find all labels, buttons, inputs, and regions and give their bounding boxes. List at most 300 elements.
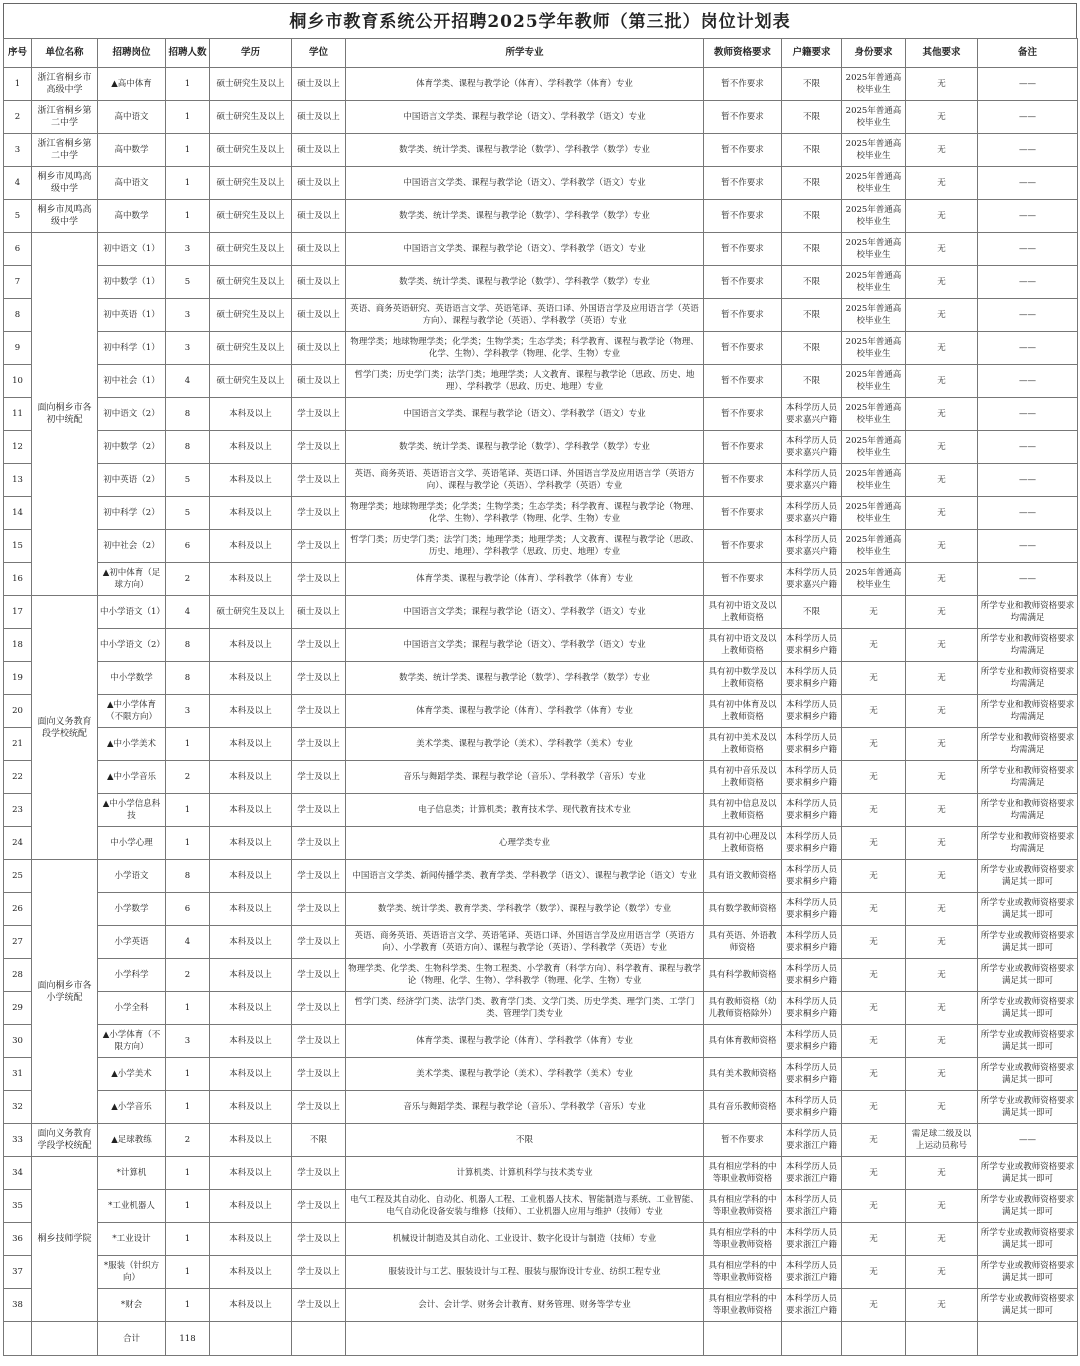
row-number: 6 [4,233,32,266]
hukou-requirement: 不限 [782,101,842,134]
major: 物理学类、化学类、生物科学类、生物工程类、小学教育（科学方向）、科学教育、课程与教学论（物理、化学、生物）、学科教学（物理、化学、生物）专业 [346,959,704,992]
post-name: ▲小学音乐 [98,1091,166,1124]
row-number: 4 [4,167,32,200]
other-requirement: 无 [906,1223,978,1256]
identity-requirement: 2025年普通高校毕业生 [842,167,906,200]
education: 本科及以上 [210,530,292,563]
post-name: *工业设计 [98,1223,166,1256]
row-number: 27 [4,926,32,959]
education: 硕士研究生及以上 [210,200,292,233]
hire-count: 1 [166,1091,210,1124]
degree: 学士及以上 [292,530,346,563]
remark: 所学专业和教师资格要求均需满足 [978,695,1078,728]
row-number: 32 [4,1091,32,1124]
identity-requirement: 无 [842,1256,906,1289]
post-name: 初中数学（1） [98,266,166,299]
identity-requirement: 2025年普通高校毕业生 [842,497,906,530]
remark: —— [978,464,1078,497]
education: 本科及以上 [210,926,292,959]
empty-cell [704,1322,782,1356]
degree: 学士及以上 [292,563,346,596]
hukou-requirement: 本科学历人员要求桐乡户籍 [782,992,842,1025]
table-row [4,365,1078,398]
degree: 学士及以上 [292,794,346,827]
education: 本科及以上 [210,431,292,464]
major: 物理学类；地球物理学类；化学类；生物学类；生态学类；科学教育、课程与教学论（物理、化学、生物）、学科教学（物理、化学、生物）专业 [346,332,704,365]
degree: 硕士及以上 [292,596,346,629]
table-row [4,398,1078,431]
degree: 学士及以上 [292,464,346,497]
remark: 所学专业或教师资格要求满足其一即可 [978,926,1078,959]
unit-name: 面向桐乡市各初中统配 [32,233,98,596]
identity-requirement: 无 [842,1289,906,1322]
major: 心理学类专业 [346,827,704,860]
other-requirement: 无 [906,200,978,233]
post-name: ▲中小学美术 [98,728,166,761]
table-row [4,464,1078,497]
other-requirement: 无 [906,233,978,266]
identity-requirement: 2025年普通高校毕业生 [842,299,906,332]
empty-cell [842,1322,906,1356]
degree: 硕士及以上 [292,266,346,299]
table-row [4,266,1078,299]
hukou-requirement: 本科学历人员要求浙江户籍 [782,1157,842,1190]
remark: 所学专业或教师资格要求满足其一即可 [978,1190,1078,1223]
hukou-requirement: 不限 [782,68,842,101]
identity-requirement: 无 [842,1058,906,1091]
remark: 所学专业或教师资格要求满足其一即可 [978,992,1078,1025]
hire-count: 1 [166,1058,210,1091]
hire-count: 1 [166,167,210,200]
unit-name: 浙江省桐乡第二中学 [32,101,98,134]
table-row [4,893,1078,926]
other-requirement: 无 [906,464,978,497]
education: 本科及以上 [210,398,292,431]
education: 本科及以上 [210,1157,292,1190]
row-number: 35 [4,1190,32,1223]
other-requirement: 无 [906,596,978,629]
identity-requirement: 无 [842,1025,906,1058]
row-number: 38 [4,1289,32,1322]
hire-count: 1 [166,1157,210,1190]
identity-requirement: 无 [842,926,906,959]
remark: —— [978,68,1078,101]
hukou-requirement: 本科学历人员要求桐乡户籍 [782,926,842,959]
education: 硕士研究生及以上 [210,167,292,200]
other-requirement: 无 [906,1025,978,1058]
post-name: 初中数学（2） [98,431,166,464]
hukou-requirement: 不限 [782,596,842,629]
degree: 学士及以上 [292,959,346,992]
post-name: ▲初中体育（足球方向） [98,563,166,596]
identity-requirement: 无 [842,860,906,893]
row-number: 26 [4,893,32,926]
hire-count: 4 [166,365,210,398]
post-name: ▲中小学体育（不限方向） [98,695,166,728]
other-requirement: 无 [906,1157,978,1190]
post-name: 高中数学 [98,134,166,167]
hire-count: 4 [166,596,210,629]
degree: 学士及以上 [292,497,346,530]
identity-requirement: 2025年普通高校毕业生 [842,431,906,464]
hukou-requirement: 不限 [782,134,842,167]
hukou-requirement: 不限 [782,332,842,365]
row-number: 15 [4,530,32,563]
major: 哲学门类、经济学门类、法学门类、教育学门类、文学门类、历史学类、理学门类、工学门类、管理学门类专业 [346,992,704,1025]
hukou-requirement: 本科学历人员要求桐乡户籍 [782,1025,842,1058]
table-row [4,1223,1078,1256]
row-number: 8 [4,299,32,332]
other-requirement: 无 [906,563,978,596]
header-cell: 其他要求 [906,39,978,68]
remark: —— [978,233,1078,266]
remark: 所学专业或教师资格要求满足其一即可 [978,1289,1078,1322]
row-number: 29 [4,992,32,1025]
identity-requirement: 无 [842,629,906,662]
unit-name: 面向桐乡市各小学统配 [32,860,98,1124]
hukou-requirement: 本科学历人员要求桐乡户籍 [782,794,842,827]
hire-count: 2 [166,761,210,794]
table-row [4,794,1078,827]
hukou-requirement: 不限 [782,365,842,398]
post-name: 小学英语 [98,926,166,959]
unit-name: 桐乡市凤鸣高级中学 [32,200,98,233]
other-requirement: 无 [906,332,978,365]
hukou-requirement: 本科学历人员要求桐乡户籍 [782,629,842,662]
certificate-requirement: 具有体育教师资格 [704,1025,782,1058]
row-number: 9 [4,332,32,365]
table-row [4,1289,1078,1322]
row-number: 24 [4,827,32,860]
hire-count: 3 [166,299,210,332]
post-name: *工业机器人 [98,1190,166,1223]
certificate-requirement: 暂不作要求 [704,431,782,464]
degree: 学士及以上 [292,992,346,1025]
row-number: 36 [4,1223,32,1256]
post-name: *服装（针织方向） [98,1256,166,1289]
table-row [4,1124,1078,1157]
hukou-requirement: 本科学历人员要求嘉兴户籍 [782,530,842,563]
certificate-requirement: 暂不作要求 [704,299,782,332]
certificate-requirement: 暂不作要求 [704,1124,782,1157]
other-requirement: 无 [906,761,978,794]
degree: 硕士及以上 [292,332,346,365]
post-name: ▲中小学信息科技 [98,794,166,827]
certificate-requirement: 具有初中音乐及以上教师资格 [704,761,782,794]
major: 数学类、统计学类、课程与教学论（数学）、学科教学（数学）专业 [346,431,704,464]
major: 电气工程及其自动化、自动化、机器人工程、工业机器人技术、智能制造与系统、工业智能、电气自动化设备安装与维修（技师）、工业机器人应用与维护（技师）专业 [346,1190,704,1223]
major: 中国语言文学类；课程与教学论（语文）、学科教学（语文）专业 [346,629,704,662]
certificate-requirement: 暂不作要求 [704,200,782,233]
identity-requirement: 2025年普通高校毕业生 [842,398,906,431]
post-name: ▲小学美术 [98,1058,166,1091]
certificate-requirement: 具有初中体育及以上教师资格 [704,695,782,728]
recruitment-table [3,38,1078,1356]
table-row [4,431,1078,464]
post-name: 小学数学 [98,893,166,926]
hukou-requirement: 本科学历人员要求桐乡户籍 [782,860,842,893]
table-body [4,68,1078,1356]
education: 本科及以上 [210,1256,292,1289]
table-row [4,1058,1078,1091]
hire-count: 8 [166,629,210,662]
post-name: 初中语文（2） [98,398,166,431]
major: 会计、会计学、财务会计教育、财务管理、财务等学专业 [346,1289,704,1322]
education: 硕士研究生及以上 [210,299,292,332]
identity-requirement: 无 [842,1223,906,1256]
table-row [4,134,1078,167]
row-number: 3 [4,134,32,167]
table-row [4,1256,1078,1289]
hire-count: 6 [166,893,210,926]
degree: 学士及以上 [292,926,346,959]
education: 本科及以上 [210,695,292,728]
certificate-requirement: 暂不作要求 [704,101,782,134]
other-requirement: 需足球二级及以上运动员称号 [906,1124,978,1157]
unit-name: 桐乡技师学院 [32,1157,98,1322]
hire-count: 8 [166,860,210,893]
hire-count: 2 [166,1124,210,1157]
identity-requirement: 无 [842,695,906,728]
hire-count: 3 [166,695,210,728]
remark: 所学专业或教师资格要求满足其一即可 [978,959,1078,992]
degree: 学士及以上 [292,1289,346,1322]
certificate-requirement: 具有初中美术及以上教师资格 [704,728,782,761]
header-cell: 序号 [4,39,32,68]
major: 物理学类；地球物理学类；化学类；生物学类；生态学类；科学教育、课程与教学论（物理、化学、生物）、学科教学（物理、化学、生物）专业 [346,497,704,530]
certificate-requirement: 暂不作要求 [704,134,782,167]
identity-requirement: 2025年普通高校毕业生 [842,200,906,233]
identity-requirement: 无 [842,1157,906,1190]
other-requirement: 无 [906,1256,978,1289]
degree: 学士及以上 [292,728,346,761]
post-name: 初中科学（2） [98,497,166,530]
degree: 学士及以上 [292,1058,346,1091]
remark: 所学专业或教师资格要求满足其一即可 [978,1157,1078,1190]
certificate-requirement: 暂不作要求 [704,464,782,497]
remark: —— [978,200,1078,233]
education: 本科及以上 [210,827,292,860]
header-cell: 学位 [292,39,346,68]
post-name: 初中英语（2） [98,464,166,497]
major: 体育学类、课程与教学论（体育）、学科教学（体育）专业 [346,695,704,728]
identity-requirement: 无 [842,662,906,695]
hukou-requirement: 不限 [782,167,842,200]
hukou-requirement: 本科学历人员要求嘉兴户籍 [782,563,842,596]
post-name: ▲中小学音乐 [98,761,166,794]
remark: 所学专业和教师资格要求均需满足 [978,794,1078,827]
table-row [4,332,1078,365]
remark: —— [978,1124,1078,1157]
remark: 所学专业或教师资格要求满足其一即可 [978,1058,1078,1091]
major: 中国语言文学类、新闻传播学类、教育学类、学科教学（语文）、课程与教学论（语文）专业 [346,860,704,893]
total-label: 合计 [98,1322,166,1356]
empty-cell [292,1322,346,1356]
hire-count: 6 [166,530,210,563]
empty-cell [782,1322,842,1356]
certificate-requirement: 具有初中心理及以上教师资格 [704,827,782,860]
degree: 学士及以上 [292,1025,346,1058]
education: 本科及以上 [210,992,292,1025]
remark: 所学专业或教师资格要求满足其一即可 [978,893,1078,926]
row-number: 28 [4,959,32,992]
major: 体育学类、课程与教学论（体育）、学科教学（体育）专业 [346,68,704,101]
identity-requirement: 无 [842,761,906,794]
identity-requirement: 无 [842,893,906,926]
remark: —— [978,101,1078,134]
other-requirement: 无 [906,299,978,332]
certificate-requirement: 具有初中数学及以上教师资格 [704,662,782,695]
identity-requirement: 无 [842,596,906,629]
post-name: 初中社会（1） [98,365,166,398]
other-requirement: 无 [906,134,978,167]
certificate-requirement: 暂不作要求 [704,497,782,530]
empty-cell [346,1322,704,1356]
identity-requirement: 2025年普通高校毕业生 [842,68,906,101]
remark: 所学专业或教师资格要求满足其一即可 [978,1091,1078,1124]
row-number: 22 [4,761,32,794]
certificate-requirement: 具有英语、外语教师资格 [704,926,782,959]
row-number: 13 [4,464,32,497]
remark: —— [978,398,1078,431]
major: 电子信息类；计算机类；教育技术学、现代教育技术专业 [346,794,704,827]
other-requirement: 无 [906,728,978,761]
post-name: ▲足球教练 [98,1124,166,1157]
other-requirement: 无 [906,959,978,992]
row-number: 23 [4,794,32,827]
post-name: ▲小学体育（不限方向） [98,1025,166,1058]
post-name: 中小学心理 [98,827,166,860]
remark: 所学专业和教师资格要求均需满足 [978,629,1078,662]
table-row [4,728,1078,761]
empty-cell [978,1322,1078,1356]
table-row [4,233,1078,266]
education: 硕士研究生及以上 [210,68,292,101]
total-row [4,1322,1078,1356]
hukou-requirement: 本科学历人员要求浙江户籍 [782,1289,842,1322]
hire-count: 5 [166,464,210,497]
certificate-requirement: 具有科学教师资格 [704,959,782,992]
degree: 硕士及以上 [292,299,346,332]
major: 数学类、统计学类、课程与教学论（数学）、学科教学（数学）专业 [346,662,704,695]
identity-requirement: 2025年普通高校毕业生 [842,332,906,365]
remark: 所学专业和教师资格要求均需满足 [978,728,1078,761]
post-name: *财会 [98,1289,166,1322]
identity-requirement: 2025年普通高校毕业生 [842,563,906,596]
hire-count: 5 [166,266,210,299]
table-row [4,530,1078,563]
other-requirement: 无 [906,398,978,431]
education: 硕士研究生及以上 [210,365,292,398]
row-number: 20 [4,695,32,728]
other-requirement: 无 [906,1190,978,1223]
education: 本科及以上 [210,794,292,827]
table-row [4,1157,1078,1190]
table-row [4,860,1078,893]
post-name: 小学语文 [98,860,166,893]
header-cell: 身份要求 [842,39,906,68]
degree: 学士及以上 [292,761,346,794]
unit-name: 面向义务教育段学校统配 [32,596,98,860]
identity-requirement: 2025年普通高校毕业生 [842,101,906,134]
education: 本科及以上 [210,893,292,926]
identity-requirement: 2025年普通高校毕业生 [842,464,906,497]
education: 硕士研究生及以上 [210,134,292,167]
hukou-requirement: 本科学历人员要求桐乡户籍 [782,1091,842,1124]
certificate-requirement: 暂不作要求 [704,167,782,200]
table-row [4,761,1078,794]
hire-count: 2 [166,959,210,992]
identity-requirement: 无 [842,1190,906,1223]
hukou-requirement: 本科学历人员要求桐乡户籍 [782,959,842,992]
major: 数学类、统计学类、课程与教学论（数学）、学科教学（数学）专业 [346,266,704,299]
education: 本科及以上 [210,1190,292,1223]
table-row [4,629,1078,662]
degree: 硕士及以上 [292,134,346,167]
row-number: 31 [4,1058,32,1091]
hire-count: 1 [166,794,210,827]
degree: 学士及以上 [292,662,346,695]
certificate-requirement: 具有相应学科的中等职业教师资格 [704,1190,782,1223]
degree: 不限 [292,1124,346,1157]
row-number: 7 [4,266,32,299]
certificate-requirement: 具有初中语文及以上教师资格 [704,629,782,662]
table-row [4,662,1078,695]
row-number: 21 [4,728,32,761]
major: 数学类、统计学类、教育学类、学科教学（数学）、课程与教学论（数学）专业 [346,893,704,926]
major: 美术学类、课程与教学论（美术）、学科教学（美术）专业 [346,728,704,761]
row-number: 14 [4,497,32,530]
hire-count: 8 [166,662,210,695]
degree: 学士及以上 [292,827,346,860]
hukou-requirement: 不限 [782,233,842,266]
education: 硕士研究生及以上 [210,596,292,629]
page-title: 桐乡市教育系统公开招聘2025学年教师（第三批）岗位计划表 [3,3,1077,38]
post-name: ▲高中体育 [98,68,166,101]
major: 中国语言文学类；课程与教学论（语文）、学科教学（语文）专业 [346,596,704,629]
education: 本科及以上 [210,728,292,761]
header-cell: 招聘人数 [166,39,210,68]
row-number: 12 [4,431,32,464]
remark: —— [978,497,1078,530]
major: 数学类、统计学类、课程与教学论（数学）、学科教学（数学）专业 [346,200,704,233]
other-requirement: 无 [906,431,978,464]
hukou-requirement: 本科学历人员要求桐乡户籍 [782,1058,842,1091]
other-requirement: 无 [906,662,978,695]
education: 本科及以上 [210,464,292,497]
identity-requirement: 无 [842,992,906,1025]
post-name: 中小学语文（1） [98,596,166,629]
other-requirement: 无 [906,992,978,1025]
table-row [4,299,1078,332]
certificate-requirement: 具有相应学科的中等职业教师资格 [704,1157,782,1190]
education: 硕士研究生及以上 [210,332,292,365]
other-requirement: 无 [906,365,978,398]
hire-count: 1 [166,1256,210,1289]
remark: —— [978,299,1078,332]
other-requirement: 无 [906,530,978,563]
table-row [4,497,1078,530]
row-number: 19 [4,662,32,695]
degree: 硕士及以上 [292,68,346,101]
education: 本科及以上 [210,1091,292,1124]
table-row [4,101,1078,134]
degree: 学士及以上 [292,629,346,662]
major: 数学类、统计学类、课程与教学论（数学）、学科教学（数学）专业 [346,134,704,167]
other-requirement: 无 [906,1091,978,1124]
major: 计算机类、计算机科学与技术类专业 [346,1157,704,1190]
education: 本科及以上 [210,497,292,530]
